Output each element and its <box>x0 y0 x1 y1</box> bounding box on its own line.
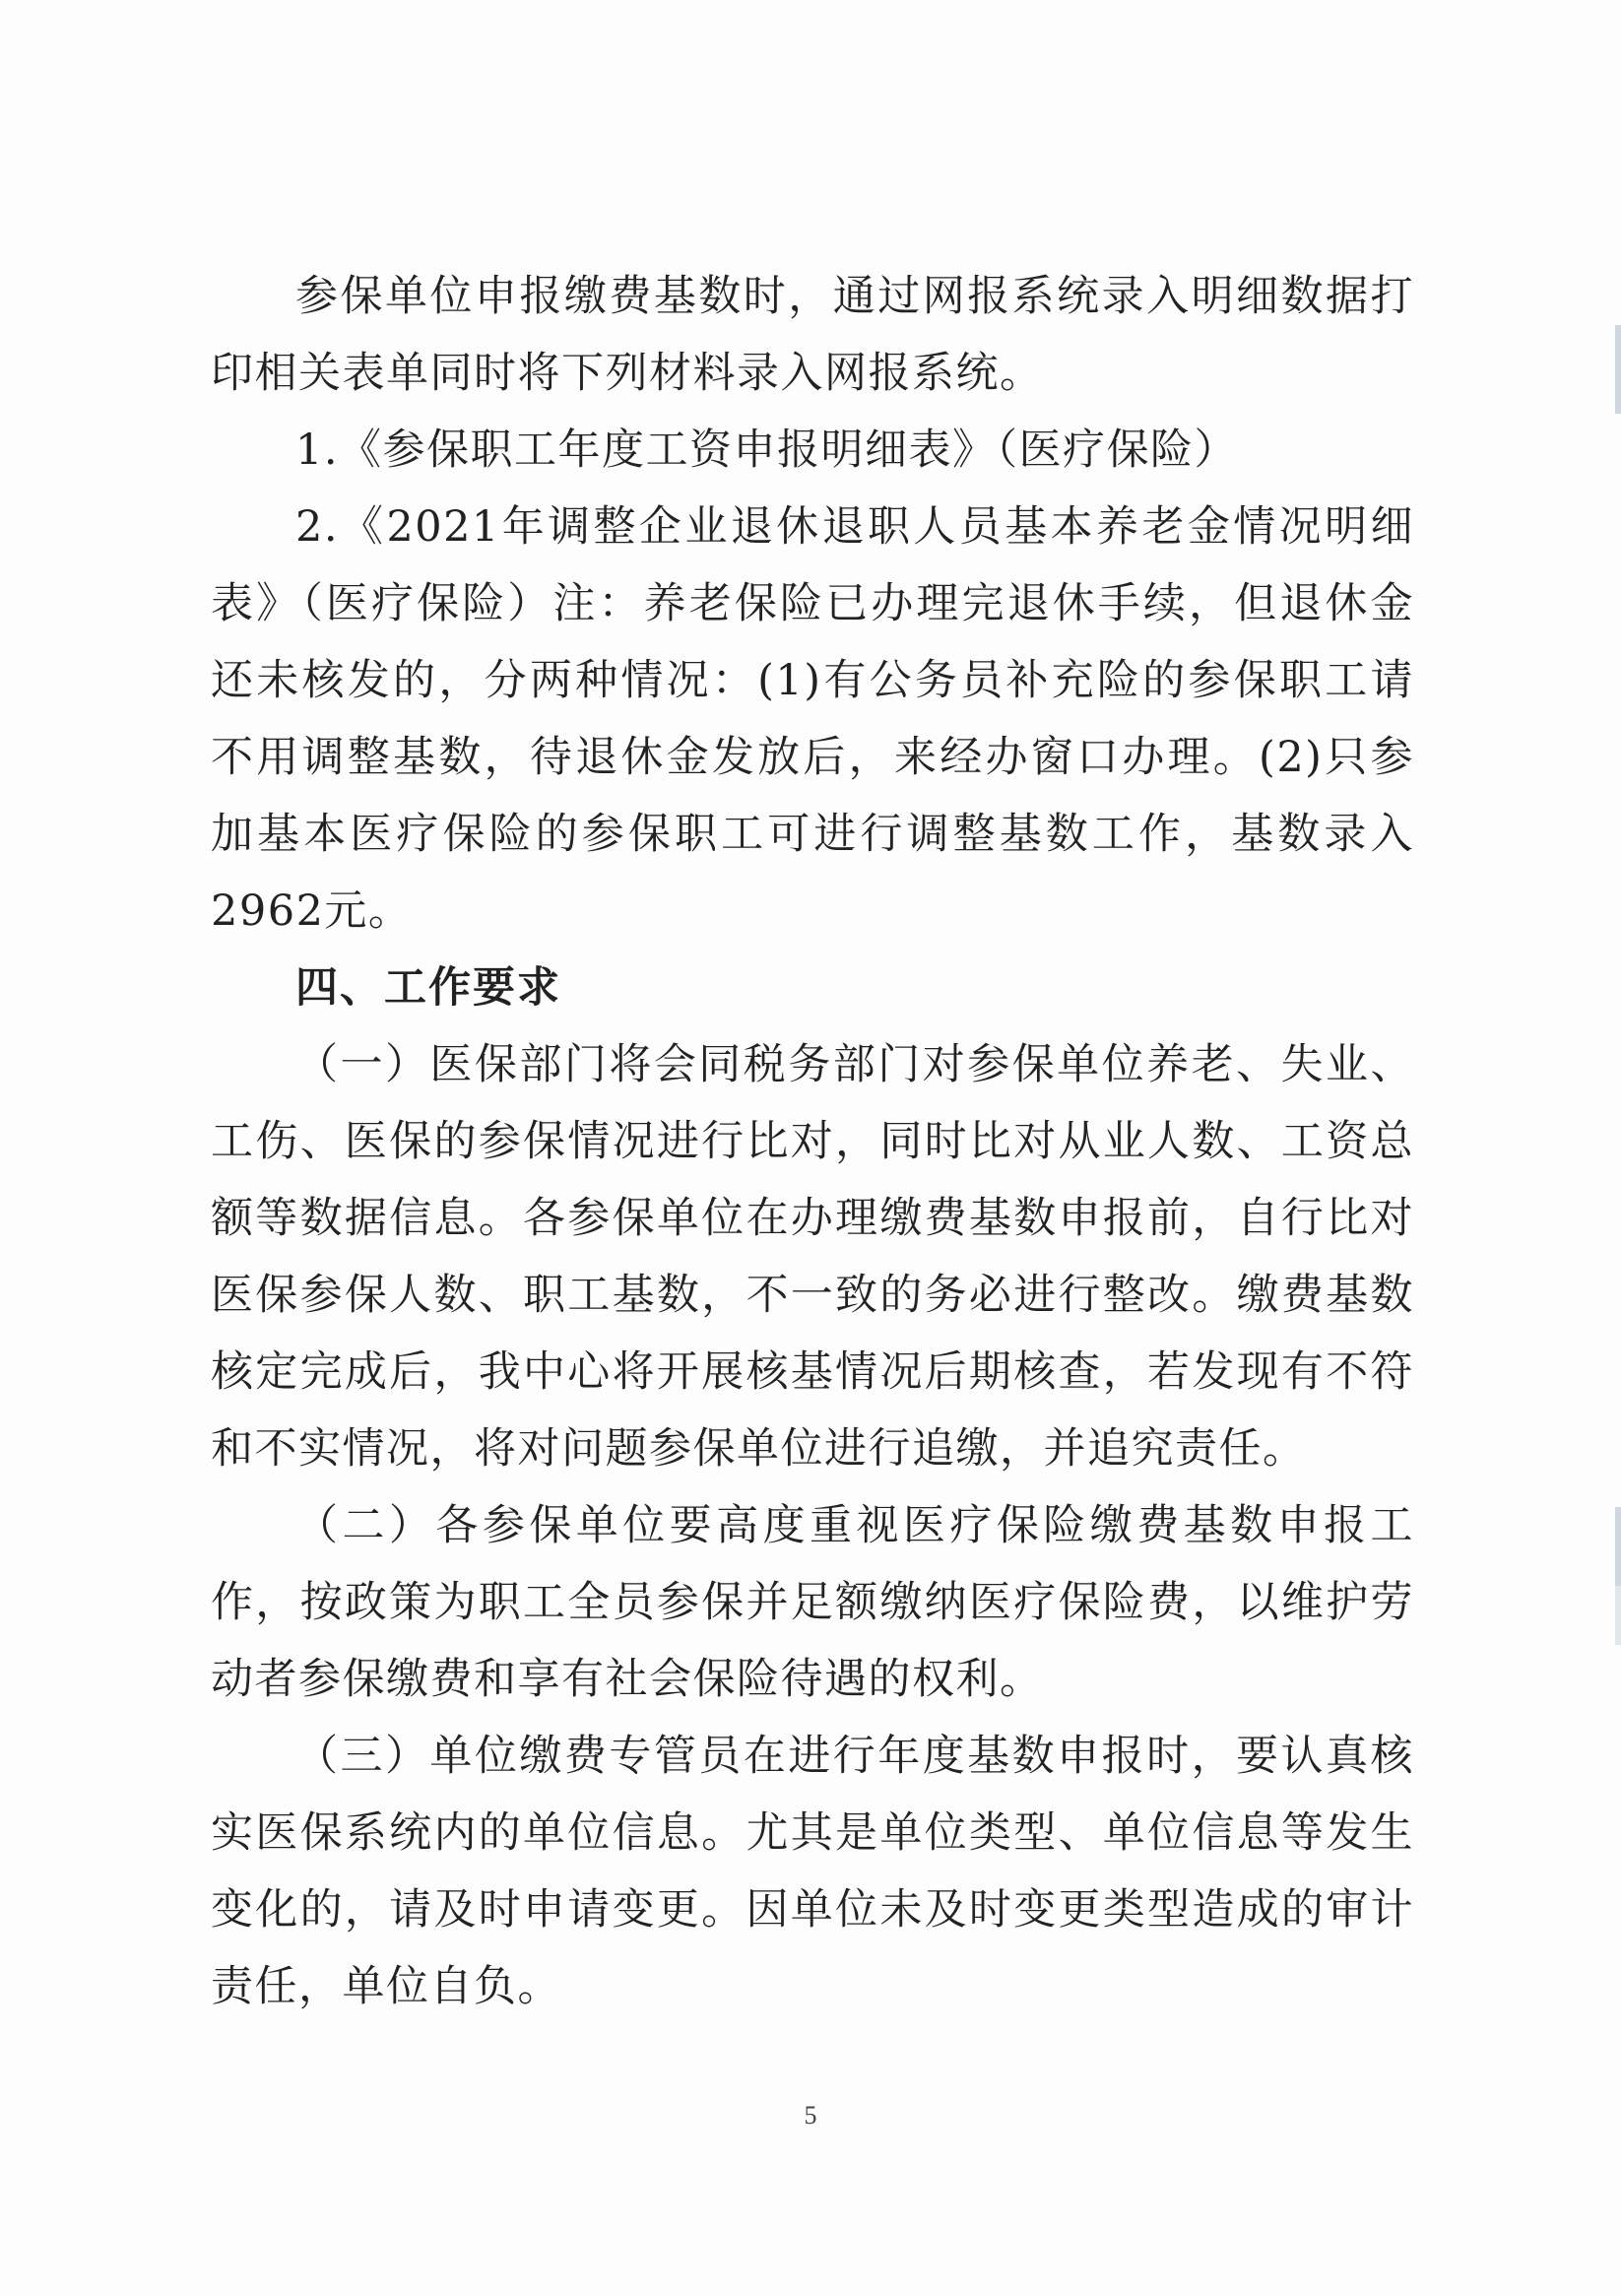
paragraph-requirement-3: （三）单位缴费专管员在进行年度基数申报时，要认真核实医保系统内的单位信息。尤其是单位类型、单位信息等发生变化的，请及时申请变更。因单位未及时变更类型造成的审计责任，单位自负。 <box>211 1732 1414 2011</box>
section-heading-work-requirements: 四、工作要求 <box>295 963 561 1013</box>
scan-edge-mark <box>1615 1507 1621 1586</box>
paragraph-declaration-intro: 参保单位申报缴费基数时，通过网报系统录入明细数据打印相关表单同时将下列材料录入网报系统。 <box>211 272 1414 398</box>
document-body <box>211 258 1414 2025</box>
list-item-1: 1.《参保职工年度工资申报明细表》（医疗保险） <box>295 426 1239 475</box>
scan-edge-mark <box>1615 1586 1621 1645</box>
paragraph-requirement-2: （二）各参保单位要高度重视医疗保险缴费基数申报工作，按政策为职工全员参保并足额缴纳医疗保险费，以维护劳动者参保缴费和享有社会保险待遇的权利。 <box>211 1501 1414 1704</box>
list-item-2: 2.《2021年调整企业退休退职人员基本养老金情况明细表》（医疗保险）注：养老保险已办理完退休手续，但退休金还未核发的，分两种情况：(1)有公务员补充险的参保职工请不用调整基数，待退休金发放后，来经办窗口办理。(2)只参加基本医疗保险的参保职工可进行调整基数工作，基数录入2962元。 <box>211 502 1414 936</box>
page-number: 5 <box>804 2101 817 2130</box>
paragraph-requirement-1: （一）医保部门将会同税务部门对参保单位养老、失业、工伤、医保的参保情况进行比对，同时比对从业人数、工资总额等数据信息。各参保单位在办理缴费基数申报前，自行比对医保参保人数、职工基数，不一致的务必进行整改。缴费基数核定完成后，我中心将开展核基情况后期核查，若发现有不符和不实情况，将对问题参保单位进行追缴，并追究责任。 <box>211 1040 1414 1474</box>
scan-edge-mark <box>1615 325 1621 414</box>
